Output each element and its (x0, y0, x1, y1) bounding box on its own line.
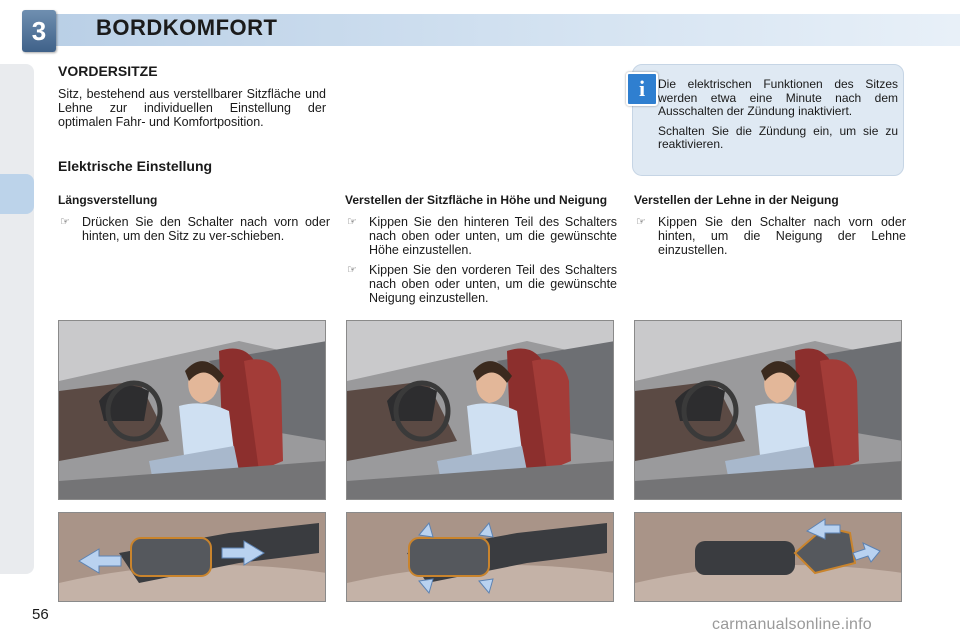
column-longitudinal (58, 194, 330, 249)
switch-detail-longitudinal (58, 512, 326, 602)
pointing-hand-icon: ☞ (347, 264, 357, 276)
info-paragraph: Schalten Sie die Zündung ein, um sie zu reaktivieren. (658, 123, 898, 151)
page-title: BORDKOMFORT (96, 15, 278, 40)
pointing-hand-icon: ☞ (60, 216, 70, 228)
switch-detail-height-tilt (346, 512, 614, 602)
side-strip (0, 64, 34, 574)
list-item (345, 263, 617, 305)
list-item-text: Kippen Sie den hinteren Teil des Schalters nach oben oder unten, um die gewünschte Höhe einzustellen. (369, 215, 617, 257)
info-paragraph: Die elektrischen Funktionen des Sitzes werden etwa eine Minute nach dem Ausschalten der Zündung inaktiviert. (658, 77, 898, 118)
pointing-hand-icon: ☞ (636, 216, 646, 228)
intro-text: Sitz, bestehend aus verstellbarer Sitzfläche und Lehne zur individuellen Einstellung der optimalen Fahr- und Komfortposition. (58, 87, 326, 129)
column-height-tilt (345, 194, 617, 311)
watermark: carmanualsonline.info (712, 616, 872, 633)
seat-photo (346, 320, 614, 500)
pointing-hand-icon: ☞ (347, 216, 357, 228)
switch-detail-backrest (634, 512, 902, 602)
column-heading: Verstellen der Sitzfläche in Höhe und Neigung (345, 193, 608, 207)
seat-photo (634, 320, 902, 500)
list-item (345, 215, 617, 257)
sub-heading: Elektrische Einstellung (58, 158, 213, 174)
chapter-tab (0, 174, 34, 214)
chapter-badge: 3 (22, 10, 56, 52)
list-item (634, 215, 906, 257)
list-item-text: Kippen Sie den Schalter nach vorn oder hinten, um die Neigung der Lehne einzustellen. (658, 215, 906, 257)
column-heading: Verstellen der Lehne in der Neigung (634, 193, 839, 207)
list-item-text: Kippen Sie den vorderen Teil des Schalters nach oben oder unten, um die gewünschte Neigung einzustellen. (369, 263, 617, 305)
list-item-text: Drücken Sie den Schalter nach vorn oder hinten, um den Sitz zu ver-schieben. (82, 215, 330, 243)
info-icon: i (626, 72, 658, 106)
list-item (58, 215, 330, 243)
column-heading: Längsverstellung (58, 193, 158, 207)
column-backrest (634, 194, 906, 263)
section-heading: VORDERSITZE (58, 63, 158, 79)
page-number: 56 (32, 606, 49, 623)
seat-photo (58, 320, 326, 500)
info-text (658, 78, 898, 158)
